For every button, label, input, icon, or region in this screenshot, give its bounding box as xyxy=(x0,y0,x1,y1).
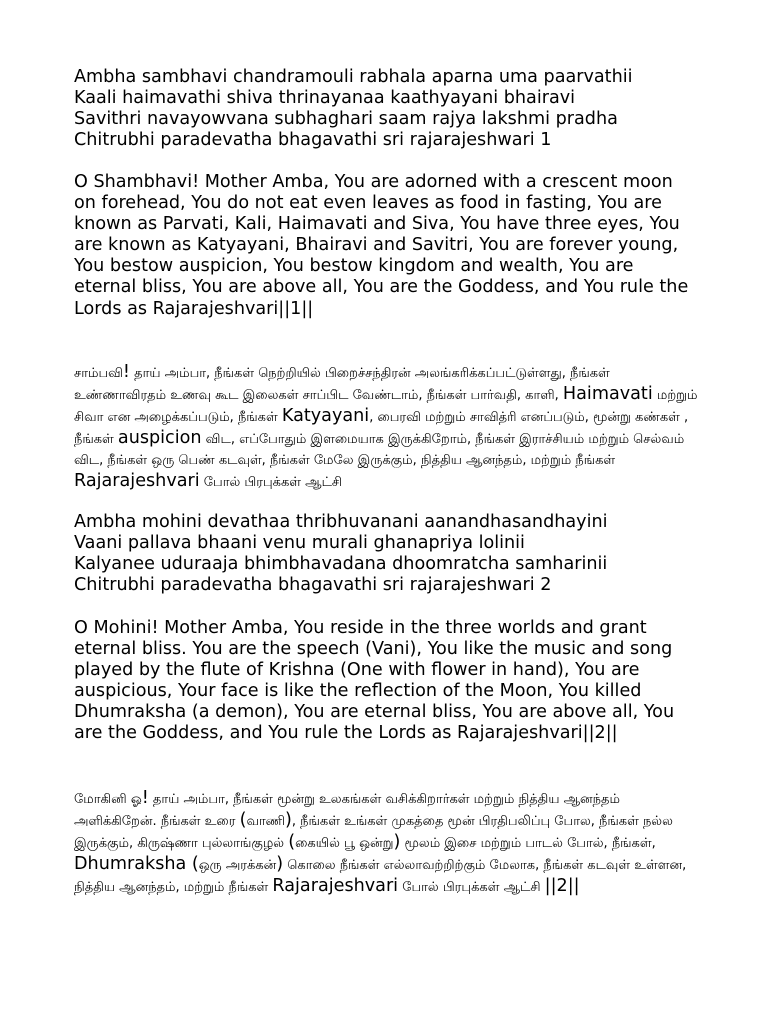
tamil-text: தாய் அம்பா, நீங்கள் மூன்று உலகங்கள் வசிக்கிறார்கள் மற்றும் நித்திய ஆனந்தம் அளிக்கிறேன். நீங்கள் உரை xyxy=(74,792,620,830)
tamil-text: ( xyxy=(288,832,296,853)
tamil-text: விட, எப்போதும் இளமையாக இருக்கிறோம், நீங்கள் இராச்சியம் மற்றும் செல்வம் விட, நீங்கள் ஒரு பெண் கடவுள், நீங்கள் மேலே இருக்கும், நித்திய ஆனந்தம், மற்றும் நீங்கள் xyxy=(74,432,685,469)
english-word: Haimavati xyxy=(562,384,653,405)
tamil-text: ) xyxy=(393,832,401,853)
tamil-text: தாய் அம்பா, நீங்கள் நெற்றியில் பிறைச்சந்திரன் அலங்கரிக்கப்பட்டுள்ளது, நீங்கள் உண்ணாவிரதம் உணவு கூட இலைகள் சாப்பிட வேண்டாம், நீங்கள் பார்வதி, காளி, xyxy=(74,366,610,404)
verse-2-tamil-translation xyxy=(74,788,700,898)
english-word: auspicion xyxy=(117,428,202,449)
tamil-text: ! xyxy=(122,362,130,382)
tamil-text: மற்றும் சிவா என அழைக்கப்படும், நீங்கள் xyxy=(74,388,698,426)
verse-2-line-4: Chitrubhi paradevatha bhagavathi sri rajarajeshwari 2 xyxy=(74,575,552,596)
verse-1-line-2: Kaali haimavathi shiva thrinayanaa kaathyayani bhairavi xyxy=(74,88,576,109)
english-word: Rajarajeshvari xyxy=(272,876,399,897)
english-word: Katyayani xyxy=(281,406,370,427)
tamil-text: ) xyxy=(285,810,292,831)
verse-1 xyxy=(74,67,700,151)
tamil-text: , நீங்கள் உங்கள் முகத்தை மூன் பிரதிபலிப்பு போல, நீங்கள் நல்ல இருக்கும், கிருஷ்ணா புல்லாங்குழல் xyxy=(74,814,673,852)
verse-1-tamil-translation xyxy=(74,362,700,494)
english-word: Rajarajeshvari xyxy=(74,471,200,492)
tamil-text: ( xyxy=(191,854,199,875)
verse-2-line-1: Ambha mohini devathaa thribhuvanani aanandhasandhayini xyxy=(74,512,608,532)
verse-2-line-3: Kalyanee uduraaja bhimbhavadana dhoomratcha samharinii xyxy=(74,554,608,575)
verse-2 xyxy=(74,512,700,596)
verse-1-line-1: Ambha sambhavi chandramouli rabhala aparna uma paarvathii xyxy=(74,67,633,87)
english-word: Dhumraksha xyxy=(74,854,187,875)
verse-1-line-4: Chitrubhi paradevatha bhagavathi sri rajarajeshwari 1 xyxy=(74,130,552,151)
tamil-text: ஒரு அரக்கன் xyxy=(198,858,277,874)
tamil-text: மோகினி ஓ xyxy=(74,792,142,807)
verse-2-line-2: Vaani pallava bhaani venu murali ghanapriya lolinii xyxy=(74,533,525,554)
tamil-text: கையில் பூ ஒன்று xyxy=(295,836,394,852)
verse-1-english-meaning: O Shambhavi! Mother Amba, You are adorned with a crescent moon on forehead, You do not eat even leaves as food in fasting, You are known as Parvati, Kali, Haimavati and Siva, You have three eyes, You are known as Katyayani, Bhairavi and Savitri, You are forever young, You bestow auspicion, You bestow kingdom and wealth, You are eternal bliss, You are above all, You are the Goddess, and You rule the Lords as Rajarajeshvari||1|| xyxy=(74,172,689,319)
tamil-text: ! xyxy=(141,788,149,808)
tamil-text: ( xyxy=(239,810,247,831)
verse-2-english-meaning: O Mohini! Mother Amba, You reside in the three worlds and grant eternal bliss. You are the speech (Vani), You like the music and song played by the flute of Krishna (One with flower in hand), You are auspicious, Your face is like the reflection of the Moon, You killed Dhumraksha (a demon), You are eternal bliss, You are above all, You are the Goddess, and You rule the Lords as Rajarajeshvari||2|| xyxy=(74,618,675,744)
tamil-text: கொலை நீங்கள் எல்லாவற்றிற்கும் மேலாக, நீங்கள் கடவுள் உள்ளன, நித்திய ஆனந்தம், மற்றும் நீங்கள் xyxy=(74,858,687,896)
verse-number: ||2|| xyxy=(544,876,580,897)
verse-1-line-3: Savithri navayowvana subhaghari saam rajya lakshmi pradha xyxy=(74,109,618,130)
tamil-text: ) xyxy=(276,854,284,875)
tamil-text: வாணி xyxy=(246,814,286,830)
tamil-text: சாம்பவி xyxy=(74,366,123,381)
tamil-text: போல் பிரபுக்கள் ஆட்சி xyxy=(199,475,343,491)
tamil-text: போல் பிரபுக்கள் ஆட்சி xyxy=(398,880,545,896)
tamil-text: , பைரவி மற்றும் சாவித்ரி எனப்படும், மூன்று கண்கள் , நீங்கள் xyxy=(74,410,689,448)
tamil-text: மூலம் இசை மற்றும் பாடல் போல், நீங்கள், xyxy=(400,836,656,852)
